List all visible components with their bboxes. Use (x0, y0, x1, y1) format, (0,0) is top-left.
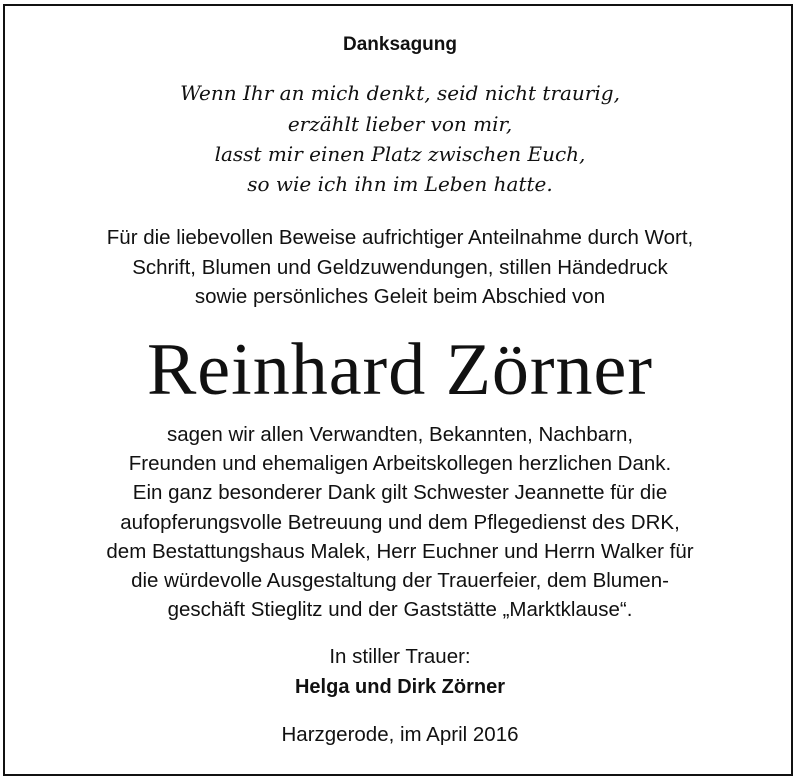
intro-line-3: sowie persönliches Geleit beim Abschied von (194, 285, 606, 308)
notice-heading: Danksagung (342, 34, 458, 55)
deceased-name: Reinhard Zörner (146, 329, 654, 411)
poem-line-3: lasst mir einen Platz zwischen Euch, (214, 142, 586, 166)
thanks-line-3: Ein ganz besonderer Dank gilt Schwester Jeannette für die (132, 481, 668, 504)
thanks-line-2: Freunden und ehemaligen Arbeitskollegen herzlichen Dank. (128, 452, 672, 475)
intro-line-1: Für die liebevollen Beweise aufrichtiger Anteilnahme durch Wort, (106, 226, 694, 249)
thanks-line-7: geschäft Stieglitz und der Gaststätte „Marktklause“. (167, 598, 633, 621)
thanks-line-1: sagen wir allen Verwandten, Bekannten, Nachbarn, (166, 423, 634, 446)
intro-line-2: Schrift, Blumen und Geldzuwendungen, stillen Händedruck (132, 256, 668, 279)
poem-line-4: so wie ich ihn im Leben hatte. (247, 172, 553, 196)
thanks-line-6: die würdevolle Ausgestaltung der Trauerfeier, dem Blumen- (131, 569, 669, 592)
thanks-line-5: dem Bestattungshaus Malek, Herr Euchner und Herrn Walker für (106, 540, 694, 563)
poem-line-2: erzählt lieber von mir, (287, 112, 513, 136)
poem-line-1: Wenn Ihr an mich denkt, seid nicht traurig, (180, 81, 620, 105)
mourning-label: In stiller Trauer: (329, 645, 471, 668)
signatories: Helga und Dirk Zörner (294, 676, 506, 698)
thanks-line-4: aufopferungsvolle Betreuung und dem Pflegedienst des DRK, (120, 511, 680, 534)
place-date: Harzgerode, im April 2016 (281, 723, 519, 746)
